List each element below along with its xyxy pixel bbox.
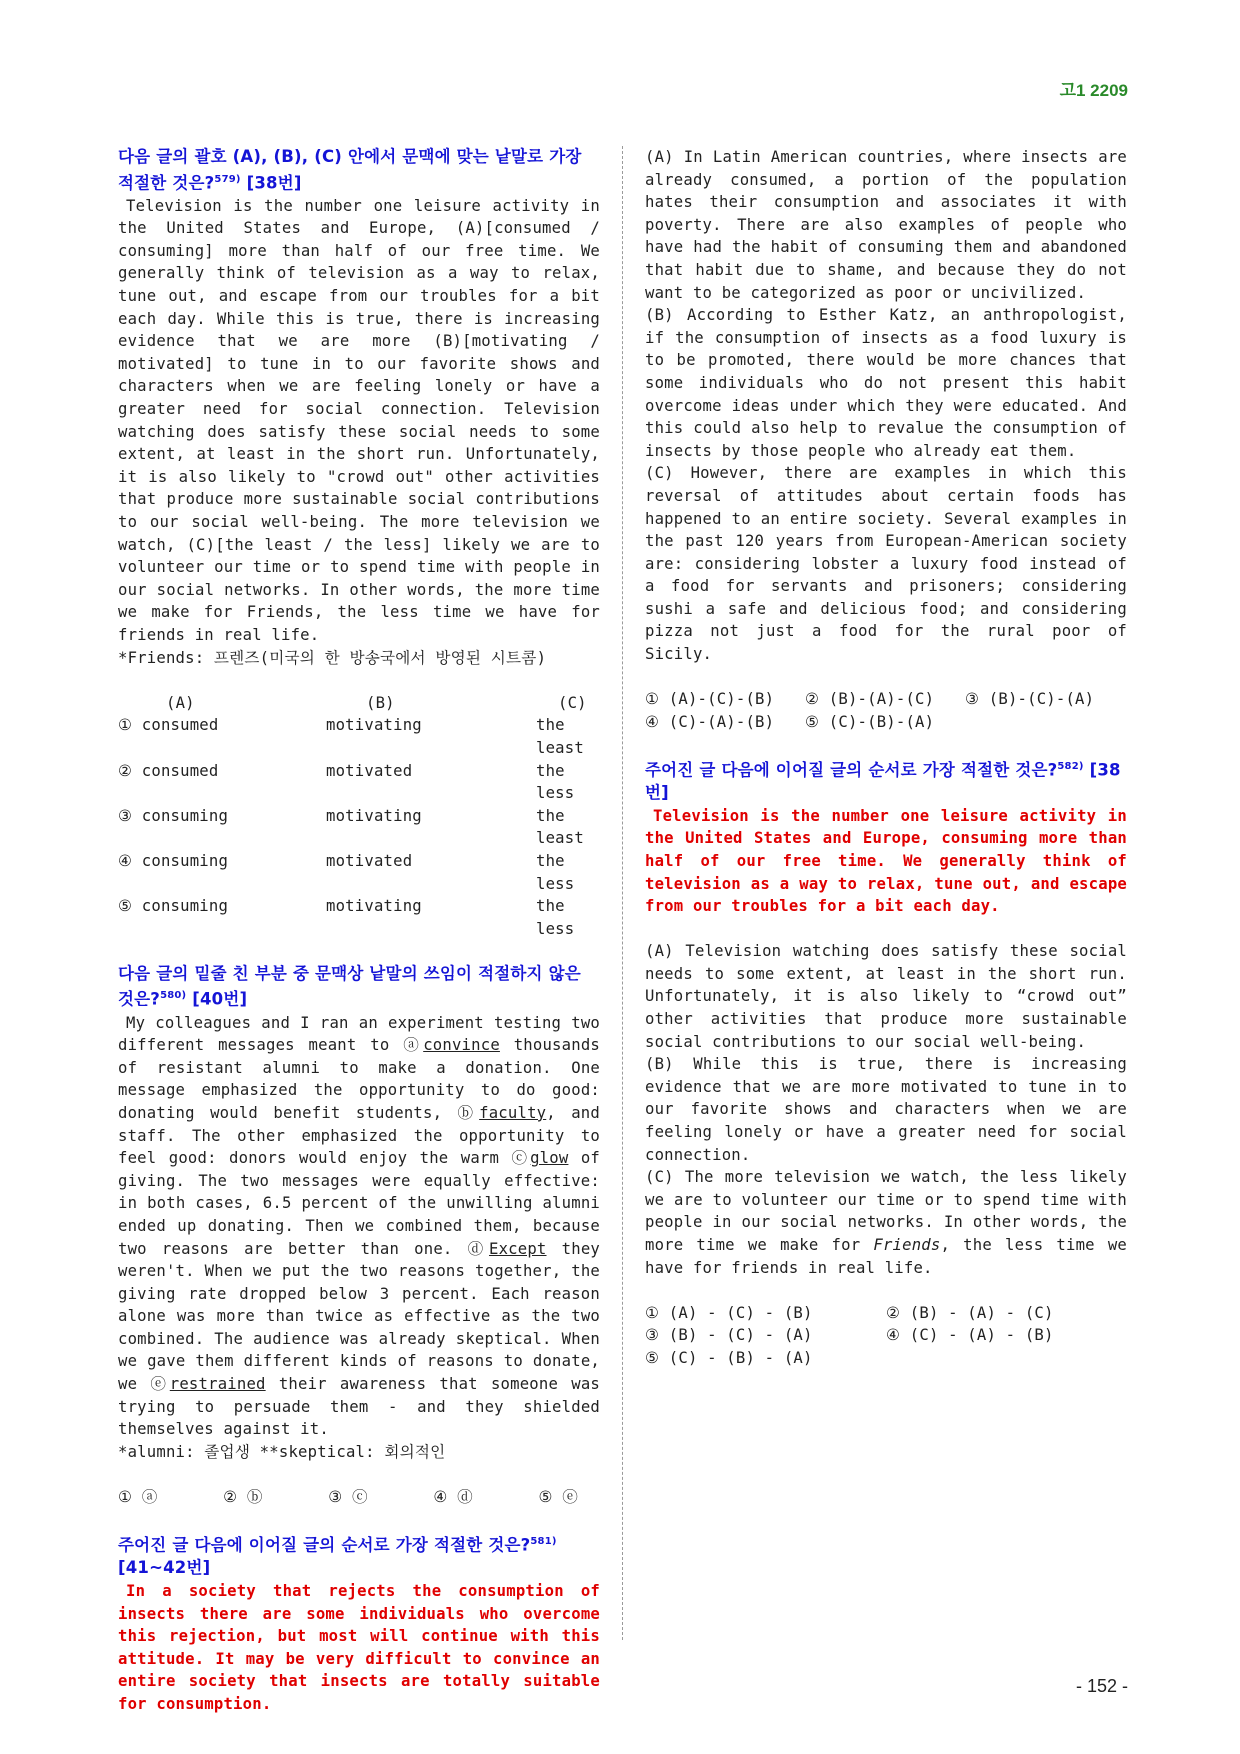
- question-581-title: 주어진 글 다음에 이어질 글의 순서로 가장 적절한 것은?$^{581)}$ [41~42번]: [118, 1535, 557, 1578]
- option-header-a: (A): [166, 693, 195, 712]
- question-582-paragraph-a: (A) Television watching does satisfy these social needs to some extent, at least in the short run. Unfortunately, it is also likely to “crowd out” other activities that produce more sustainable social contributions to our social well-being.: [645, 942, 1127, 1051]
- question-579-options: [118, 692, 600, 941]
- answer-option[interactable]: ⑤ ⓔ: [538, 1488, 578, 1507]
- question-581-given-text: In a society that rejects the consumption of insects there are some individuals who overcome this rejection, but most will continue with this attitude. It may be very difficult to convince an entire society that insects are totally suitable for consumption.: [118, 1581, 600, 1713]
- marker-c: ⓒ: [511, 1149, 531, 1168]
- italic-title: Friends: [873, 1236, 941, 1254]
- exam-code: 고1 2209: [1059, 81, 1128, 100]
- underlined-word-d: Except: [488, 1239, 547, 1258]
- question-582-options: [645, 1302, 1127, 1370]
- question-582-title: 주어진 글 다음에 이어질 글의 순서로 가장 적절한 것은?$^{582)}$ [38번]: [645, 760, 1121, 803]
- question-580-title: 다음 글의 밑줄 친 부분 중 문맥상 낱말의 쓰임이 적절하지 않은 것은?$^{580)}$ [40번]: [118, 963, 581, 1009]
- answer-option[interactable]: ③ ⓒ: [328, 1488, 368, 1507]
- answer-option[interactable]: ③ consuming motivating the least: [118, 806, 584, 848]
- right-column: [645, 146, 1127, 1370]
- question-582-paragraph-b: (B) While this is true, there is increasing evidence that we are more motivated to tune in to our favorite shows and characters when we are feeling lonely or have a greater need for social connection.: [645, 1055, 1127, 1164]
- answer-option[interactable]: ④ ⓓ: [433, 1488, 473, 1507]
- question-580-number: 580): [160, 990, 187, 1002]
- answer-option[interactable]: ④ (C) - (A) - (B): [886, 1326, 1054, 1345]
- question-581-number: 581): [530, 1536, 557, 1548]
- question-579-note: *Friends: 프렌즈(미국의 한 방송국에서 방영된 시트콤): [118, 648, 547, 667]
- question-582-paragraph-c: (C) The more television we watch, the less likely we are to volunteer our time or to spend time with people in our social networks. In other words, the more time we make for Friends, the less time we have for friends in real life.: [645, 1168, 1127, 1277]
- question-581-paragraph-b: (B) According to Esther Katz, an anthropologist, if the consumption of insects as a food luxury is to be promoted, there would be more chances that some individuals who do not present this habit overcome ideas under which they were educated. And this could also help to revalue the consumption of insects by those people who already eat them.: [645, 306, 1127, 460]
- column-divider: [622, 146, 623, 1640]
- answer-option[interactable]: ② consumed motivated the less: [118, 761, 575, 803]
- answer-option[interactable]: ② (B)-(A)-(C): [805, 690, 935, 709]
- question-581-options: [645, 688, 1127, 733]
- marker-a: ⓐ: [403, 1036, 424, 1055]
- marker-b: ⓑ: [457, 1103, 480, 1122]
- answer-option[interactable]: ④ consuming motivated the less: [118, 851, 575, 893]
- answer-option[interactable]: ② (B) - (A) - (C): [886, 1303, 1054, 1322]
- answer-option[interactable]: ③ (B) - (C) - (A): [645, 1326, 813, 1345]
- underlined-word-a: convince: [423, 1036, 500, 1055]
- answer-option[interactable]: ④ (C)-(A)-(B): [645, 712, 775, 731]
- answer-option[interactable]: ② ⓑ: [223, 1488, 263, 1507]
- question-580-note: *alumni: 졸업생 **skeptical: 회의적인: [118, 1442, 446, 1461]
- marker-e: ⓔ: [150, 1375, 170, 1394]
- left-column: [118, 146, 600, 1715]
- answer-option[interactable]: ① (A)-(C)-(B): [645, 690, 775, 709]
- underlined-word-b: faculty: [479, 1103, 547, 1122]
- page-number: - 152 -: [1075, 1676, 1128, 1696]
- question-580-tag: [40번]: [192, 989, 248, 1009]
- answer-option[interactable]: ⑤ (C)-(B)-(A): [805, 712, 935, 731]
- option-header-b: (B): [366, 693, 395, 712]
- answer-option[interactable]: ⑤ consuming motivating the less: [118, 897, 575, 938]
- answer-option[interactable]: ③ (B)-(C)-(A): [965, 690, 1095, 709]
- question-581-tag: [41~42번]: [118, 1558, 211, 1578]
- question-582-given-text: Television is the number one leisure activity in the United States and Europe, consuming more than half of our free time. We generally think of television as a way to relax, tune out, and escape from our troubles for a bit each day.: [645, 806, 1127, 916]
- question-579-tag: [38번]: [246, 173, 302, 193]
- answer-option[interactable]: ① consumed motivating the least: [118, 716, 584, 757]
- marker-d: ⓓ: [467, 1239, 489, 1258]
- answer-option[interactable]: ⑤ (C) - (B) - (A): [645, 1348, 813, 1367]
- underlined-word-e: restrained: [169, 1375, 266, 1394]
- question-581-paragraph-a: (A) In Latin American countries, where insects are already consumed, a portion of the population hates their consumption and associates it with poverty. There are also examples of people who have had the habit of consuming them and abandoned that habit due to shame, and because they do not want to be categorized as poor or uncivilized.: [645, 148, 1127, 302]
- question-581-paragraph-c: (C) However, there are examples in which this reversal of attitudes about certain foods has happened to an entire society. Several examples in the past 120 years from European-American society are: considering lobster a luxury food instead of a food for servants and prisoners; considering sushi a safe and delicious food; and considering pizza not just a food for the rural poor of Sicily.: [645, 464, 1127, 664]
- question-579-passage: Television is the number one leisure activity in the United States and Europe, (A)[consumed / consuming] more than half of our free time. We generally think of television as a way to relax, tune out, and escape from our troubles for a bit each day. While this is true, there is increasing evidence that we are more (B)[motivating / motivated] to tune in to our favorite shows and characters when we are feeling lonely or have a greater need for social connection. Television watching does satisfy these social needs to some extent, at least in the short run. Unfortunately, it is also likely to "crowd out" other activities that produce more sustainable social contributions to our social well-being. The more television we watch, (C)[the least / the less] likely we are to volunteer our time or to spend time with people in our social networks. In other words, the more time we make for Friends, the less time we have for friends in real life.: [118, 196, 600, 644]
- question-580-passage: My colleagues and I ran an experiment testing two different messages meant to ⓐconvince thousands of resistant alumni to make a donation. One message emphasized the opportunity to do good: donating would benefit students, ⓑfaculty, and staff. The other emphasized the opportunity to feel good: donors would enjoy the warm ⓒglow of giving. The two messages were equally effective: in both cases, 6.5 percent of the unwilling alumni ended up donating. Then we combined them, because two reasons are better than one. ⓓExcept they weren't. When we put the two reasons together, the giving rate dropped below 3 percent. Each reason alone was more than twice as effective as the two combined. The audience was already skeptical. When we gave them different kinds of reasons to donate, we ⓔrestrained their awareness that someone was trying to persuade them - and they shielded themselves against it.: [118, 1013, 600, 1439]
- question-579-title: 다음 글의 괄호 (A), (B), (C) 안에서 문맥에 맞는 낱말로 가장 적절한 것은?$^{579)}$ [38번]: [118, 147, 582, 193]
- question-579-number: 579): [214, 173, 241, 185]
- question-582-number: 582): [1057, 761, 1084, 773]
- option-header-c: (C): [558, 693, 587, 712]
- question-582-tag: [38번]: [645, 760, 1121, 803]
- answer-option[interactable]: ① ⓐ: [118, 1488, 158, 1507]
- answer-option[interactable]: ① (A) - (C) - (B): [645, 1303, 813, 1322]
- underlined-word-c: glow: [530, 1149, 569, 1168]
- question-580-options: [118, 1486, 578, 1509]
